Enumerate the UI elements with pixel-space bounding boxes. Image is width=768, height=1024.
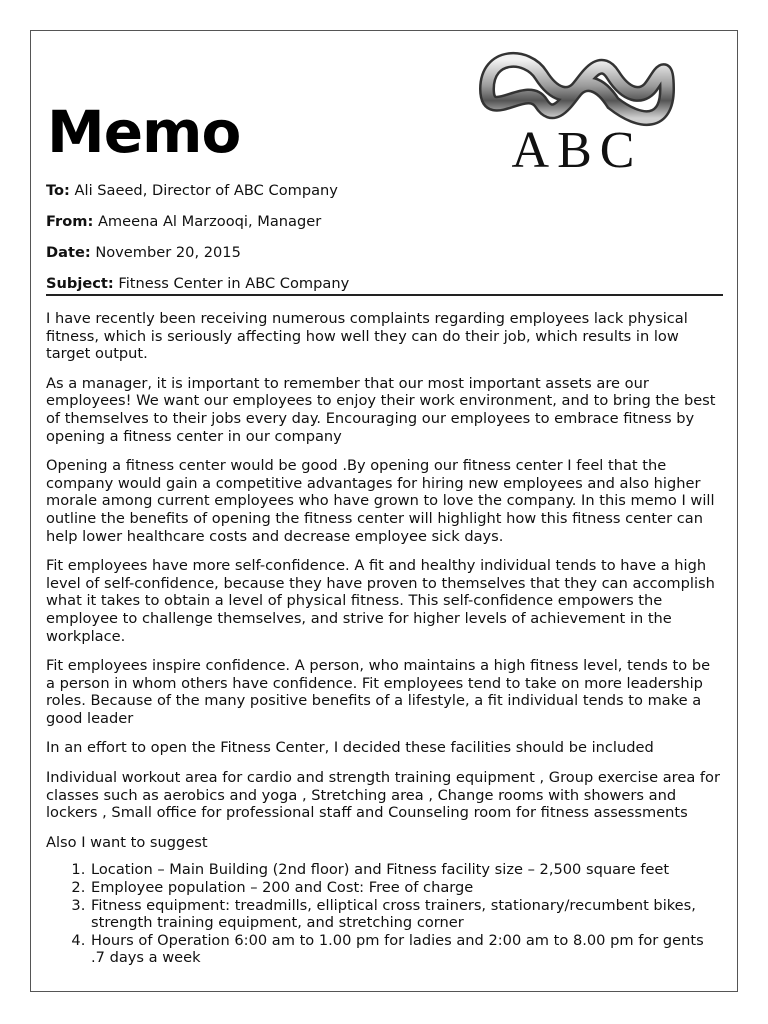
paragraph-opening: Opening a fitness center would be good .By opening our fitness center I feel that the company would gain a competitive advantages for hiring new employees and also higher morale among current employees who have grown to love the company. In this memo I will outline the benefits of opening the fitness center will highlight how this fitness center can help lower healthcare costs and decrease employee sick days.	[46, 457, 715, 545]
to-line	[46, 181, 723, 200]
date-line	[46, 243, 723, 262]
memo-page	[30, 30, 738, 992]
paragraph-facilities-intro: In an effort to open the Fitness Center, I decided these facilities should be included	[46, 739, 654, 757]
to-value: Ali Saeed, Director of ABC Company	[74, 182, 338, 199]
subject-line	[46, 274, 723, 296]
twisted-ring-icon	[487, 60, 667, 118]
memo-header-block	[46, 181, 723, 296]
paragraph-inspire-confidence: Fit employees inspire confidence. A person, who maintains a high fitness level, tends to be a person in whom others have confidence. Fit employees tend to take on more leadership roles. Because of the many positive benefits of a lifestyle, a fit individual tends to make a good leader	[46, 657, 711, 727]
date-value: November 20, 2015	[95, 244, 241, 261]
list-item: 4. Hours of Operation 6:00 am to 1.00 pm for ladies and 2:00 am to 8.00 pm for gents .7 days a week	[90, 932, 722, 967]
paragraph-complaints: I have recently been receiving numerous complaints regarding employees lack physical fitness, which is seriously affecting how well they can do their job, which results in low target output.	[46, 310, 688, 363]
date-label: Date:	[46, 244, 91, 261]
to-label: To:	[46, 182, 70, 199]
paragraph-facilities: Individual workout area for cardio and strength training equipment , Group exercise area for classes such as aerobics and yoga , Stretching area , Change rooms with showers and lockers , Small office for professional staff and Counseling room for fitness assessments	[46, 769, 720, 822]
suggestion-list	[46, 861, 722, 967]
list-item: 2. Employee population – 200 and Cost: Free of charge	[90, 879, 722, 897]
paragraph-suggest: Also I want to suggest	[46, 833, 208, 851]
list-item: 3. Fitness equipment: treadmills, elliptical cross trainers, stationary/recumbent bikes, strength training equipment, and stretching corner	[90, 897, 722, 932]
memo-title: Memo	[47, 98, 241, 166]
abc-logo	[469, 45, 685, 171]
paragraph-assets: As a manager, it is important to remember that our most important assets are our employees! We want our employees to enjoy their work environment, and to bring the best of themselves to their jobs every day. Encouraging our employees to embrace fitness by opening a fitness center in our company	[46, 374, 716, 445]
list-item: 1. Location – Main Building (2nd floor) and Fitness facility size – 2,500 square feet	[90, 861, 722, 879]
from-value: Ameena Al Marzooqi, Manager	[97, 213, 322, 230]
memo-body	[46, 310, 722, 967]
subject-value: Fitness Center in ABC Company	[118, 275, 350, 292]
subject-label: Subject:	[46, 275, 114, 292]
paragraph-self-confidence: Fit employees have more self-confidence. A fit and healthy individual tends to have a high level of self-confidence, because they have proven to themselves that they can accomplish what it takes to obtain a level of physical fitness. This self-confidence empowers the employee to challenge themselves, and strive for higher levels of achievement in the workplace.	[46, 557, 715, 645]
logo-text: ABC	[511, 122, 643, 171]
from-label: From:	[46, 213, 94, 230]
from-line	[46, 212, 723, 231]
